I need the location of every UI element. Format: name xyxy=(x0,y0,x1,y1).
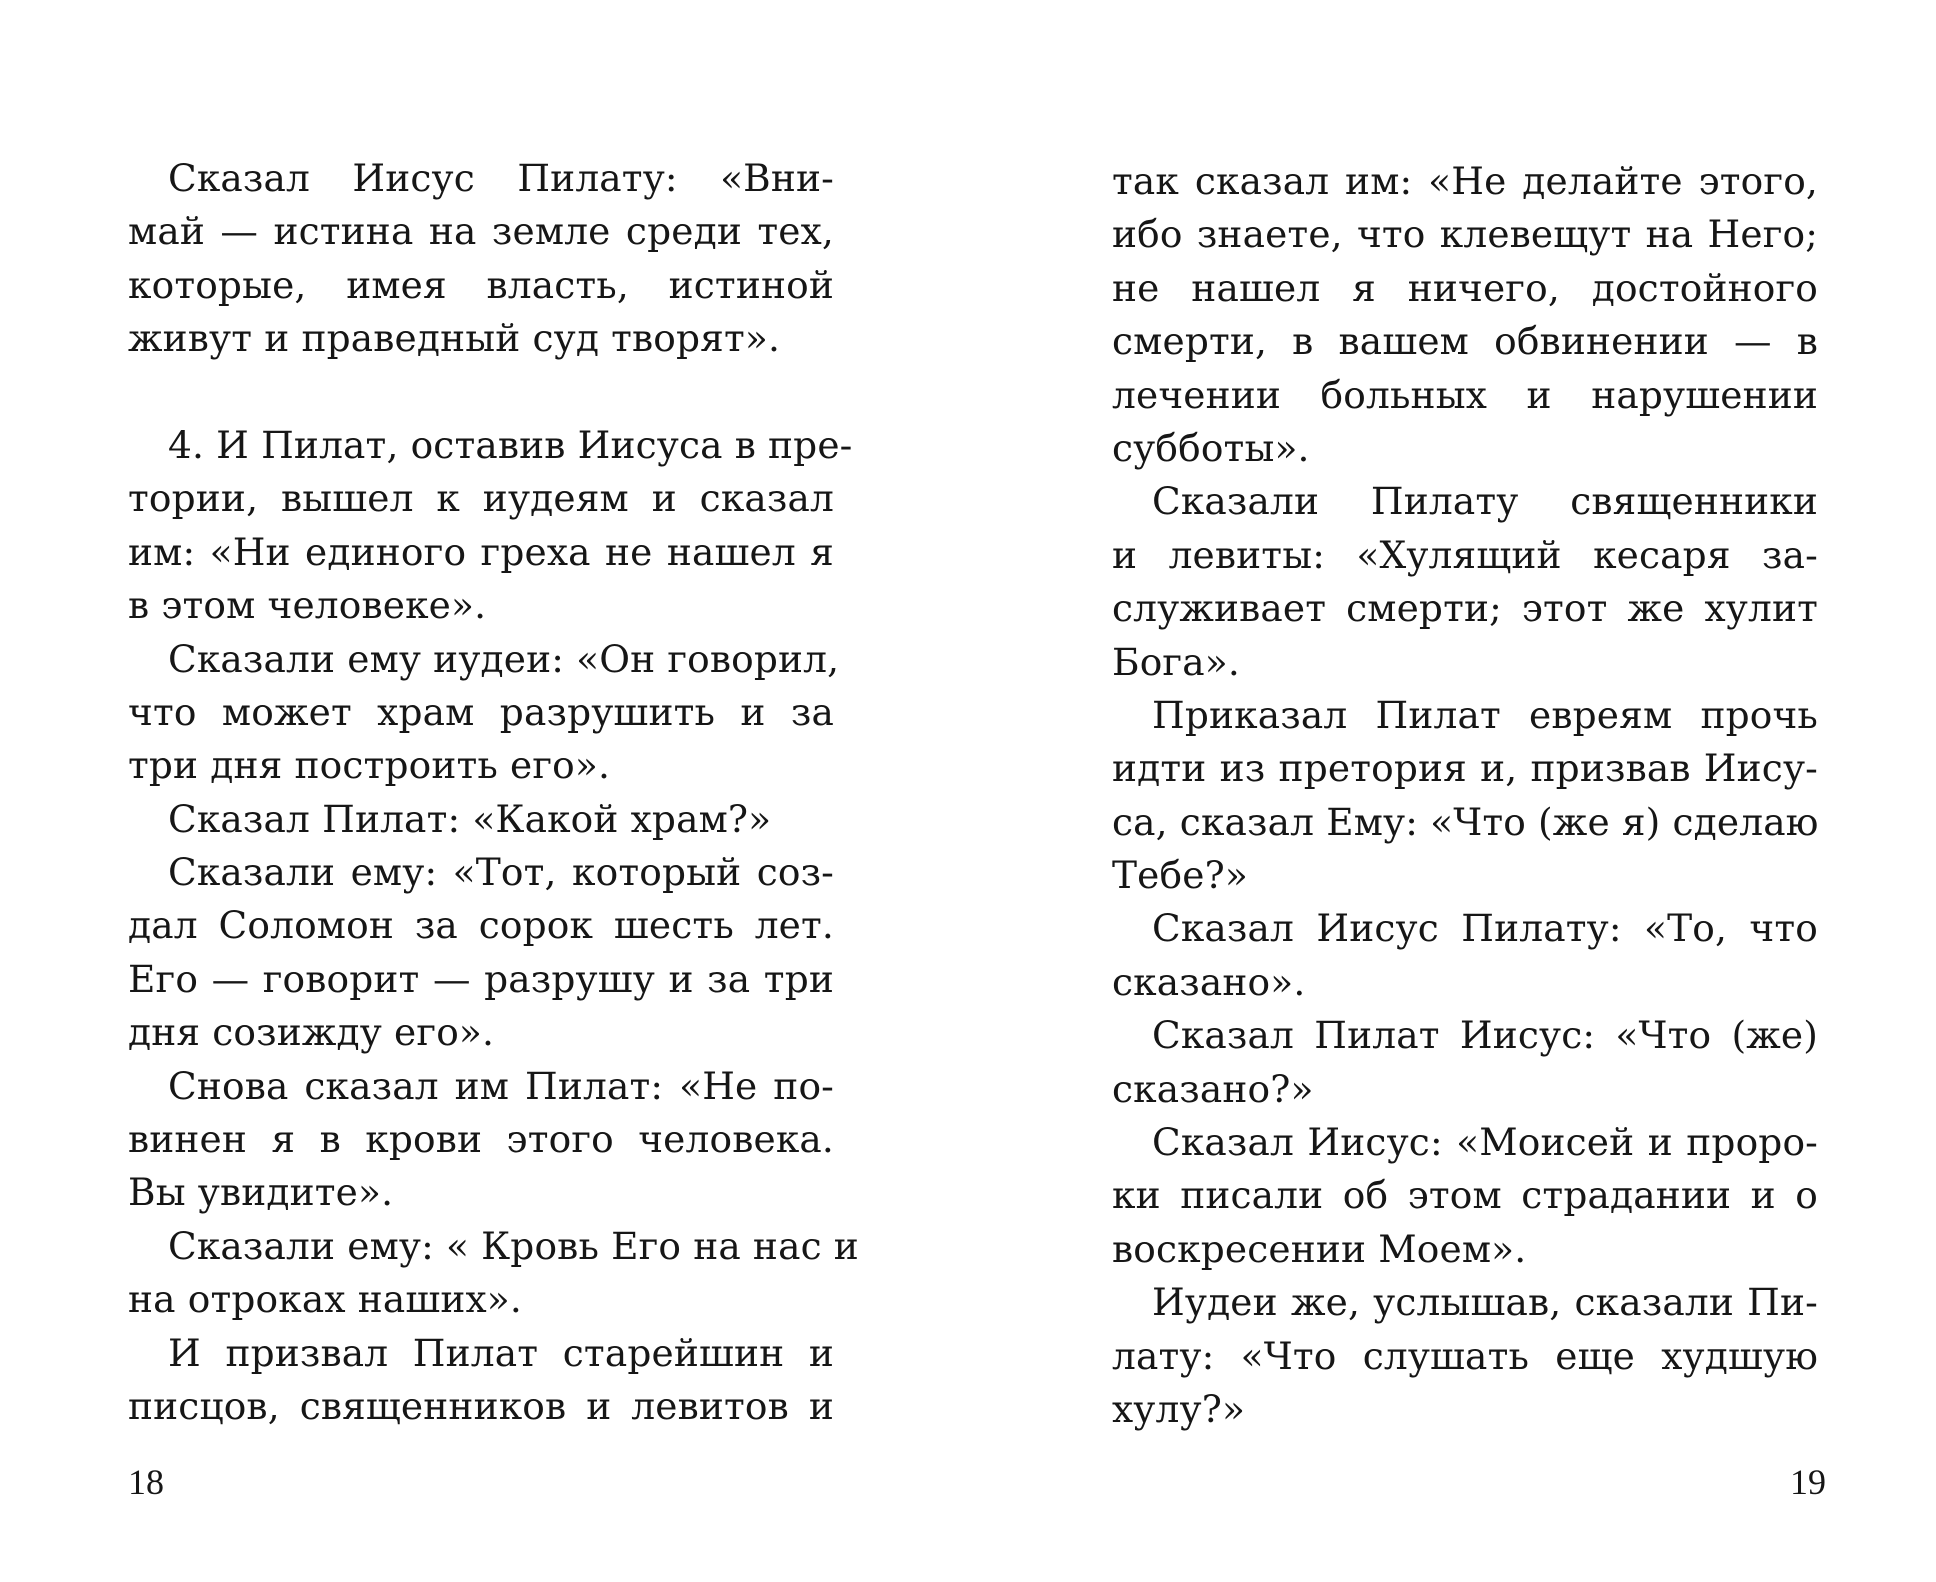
text-line: Тебе?» xyxy=(1112,853,1248,898)
text-line: служивает смерти; этот же хулит xyxy=(1112,586,1818,631)
text-line: 4. И Пилат, оставив Иисуса в пре- xyxy=(168,422,853,467)
text-line: три дня построить его». xyxy=(128,743,611,788)
text-line: в этом человеке». xyxy=(128,583,487,628)
text-line: смерти, в вашем обвинении — в xyxy=(1112,319,1818,364)
text-line: лечении больных и нарушении xyxy=(1112,372,1818,417)
text-line: Сказал Пилат: «Какой храм?» xyxy=(168,796,772,841)
text-line: субботы». xyxy=(1112,425,1310,470)
text-line: Сказали ему: « Кровь Его на нас и xyxy=(168,1223,859,1268)
text-line: ки писали об этом страдании и о xyxy=(1112,1173,1818,1218)
page-number: 19 xyxy=(1790,1462,1826,1502)
text-line: Сказал Пилат Иисус: «Что (же) xyxy=(1152,1013,1818,1058)
text-line: дал Соломон за сорок шесть лет. xyxy=(128,903,834,948)
text-line: живут и праведный суд творят». xyxy=(128,316,781,361)
text-line: Снова сказал им Пилат: «Не по- xyxy=(168,1063,834,1108)
text-line: тории, вышел к иудеям и сказал xyxy=(128,476,834,521)
page-number: 18 xyxy=(128,1462,164,1502)
left-page-text xyxy=(128,152,859,1433)
paragraph-gap xyxy=(128,366,834,419)
text-line: и левиты: «Хулящий кесаря за- xyxy=(1112,532,1818,577)
text-line: Сказал Иисус Пилату: «То, что xyxy=(1152,906,1818,951)
text-line: Сказали ему иудеи: «Он говорил, xyxy=(168,636,840,681)
text-line: Его — говорит — разрушу и за три xyxy=(128,956,834,1001)
text-line: сказано?» xyxy=(1112,1066,1314,1111)
text-line: что может храм разрушить и за xyxy=(128,689,834,734)
text-line: не нашел я ничего, достойного xyxy=(1112,265,1818,310)
text-line: воскресении Моем». xyxy=(1112,1226,1527,1271)
text-line: Сказал Иисус: «Моисей и проро- xyxy=(1152,1120,1818,1165)
text-line: хулу?» xyxy=(1112,1386,1246,1431)
text-line: сказано». xyxy=(1112,959,1306,1004)
text-line: которые, имея власть, истиной xyxy=(128,262,834,307)
text-line: Бога». xyxy=(1112,639,1240,684)
text-line: ибо знаете, что клевещут на Него; xyxy=(1112,212,1818,257)
text-line: Приказал Пилат евреям прочь xyxy=(1152,692,1818,737)
text-line: дня созижду его». xyxy=(128,1010,495,1055)
right-page-text xyxy=(1112,155,1818,1436)
text-line: И призвал Пилат старейшин и xyxy=(168,1330,834,1375)
text-line: на отроках наших». xyxy=(128,1277,522,1322)
right-page xyxy=(968,0,1936,1582)
text-line: Вы увидите». xyxy=(128,1170,394,1215)
text-line: писцов, священников и левитов и xyxy=(128,1383,834,1428)
text-line: са, сказал Ему: «Что (же я) сделаю xyxy=(1112,799,1819,844)
text-line: Сказали ему: «Тот, который соз- xyxy=(168,850,834,895)
text-line: лату: «Что слушать еще худшую xyxy=(1112,1333,1818,1378)
text-line: так сказал им: «Не делайте этого, xyxy=(1112,159,1818,203)
text-line: винен я в крови этого человека. xyxy=(128,1117,834,1162)
text-line: им: «Ни единого греха не нашел я xyxy=(128,529,834,574)
text-line: Сказал Иисус Пилату: «Вни- xyxy=(168,156,834,200)
text-line: Сказали Пилату священники xyxy=(1152,479,1818,524)
text-line: Иудеи же, услышав, сказали Пи- xyxy=(1152,1280,1818,1325)
text-line: идти из претория и, призвав Иису- xyxy=(1112,746,1818,791)
text-line: май — истина на земле среди тех, xyxy=(128,209,834,254)
